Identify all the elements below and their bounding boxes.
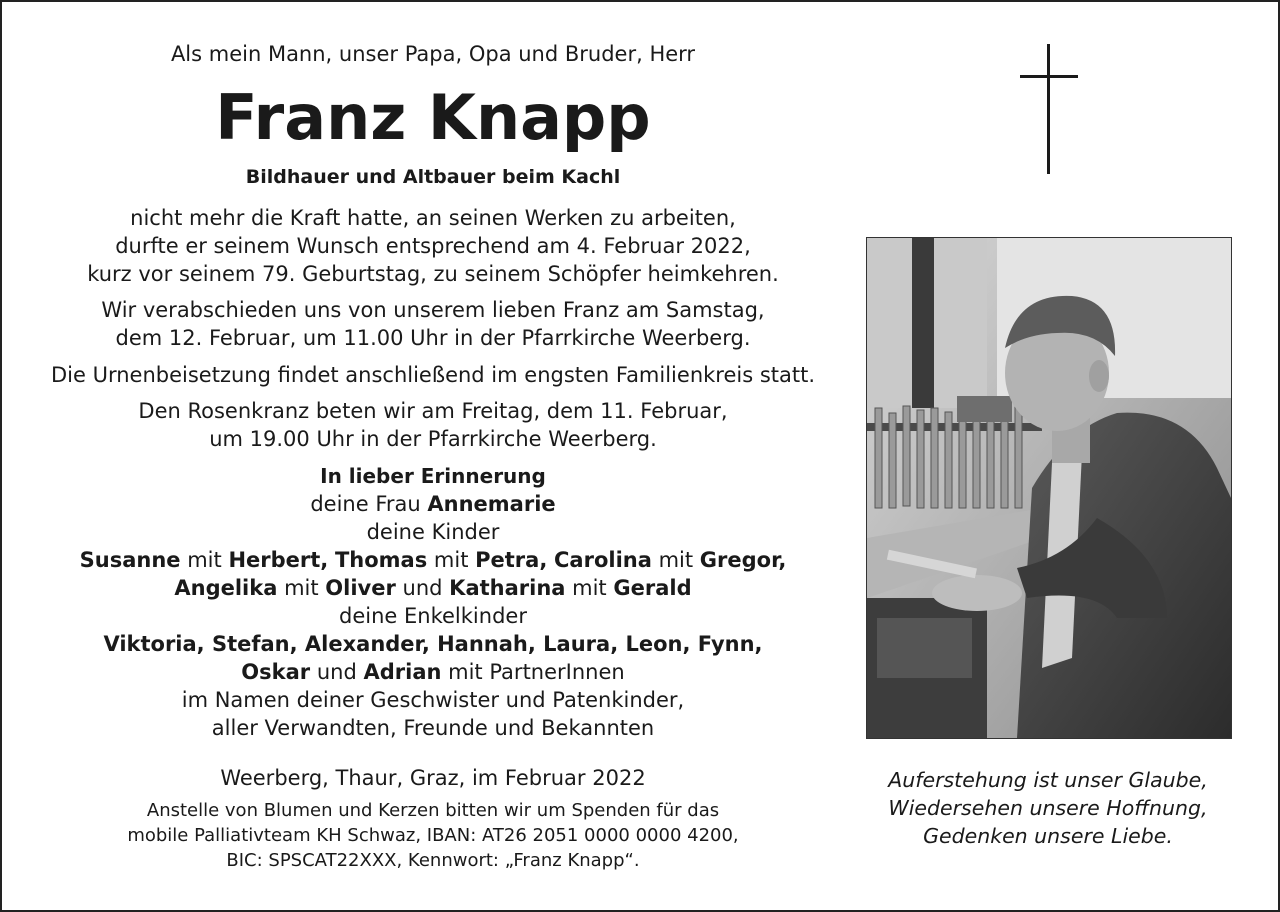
funeral-paragraph bbox=[30, 296, 836, 352]
deceased-occupation: Bildhauer und Altbauer beim Kachl bbox=[245, 166, 621, 188]
portrait-photo bbox=[866, 237, 1232, 739]
grandchildren-line-1: Viktoria, Stefan, Alexander, Hannah, Laura, Leon, Fynn, bbox=[103, 632, 763, 656]
children-label: deine Kinder bbox=[366, 520, 500, 544]
siblings-line: im Namen deiner Geschwister und Patenkinder, bbox=[181, 688, 685, 712]
motto bbox=[866, 766, 1230, 850]
connector: mit bbox=[187, 548, 222, 572]
donation-note bbox=[30, 798, 836, 873]
children-line-2 bbox=[30, 574, 836, 602]
deceased-name: Franz Knapp bbox=[215, 81, 651, 154]
intro-line: Als mein Mann, unser Papa, Opa und Bruder, Herr bbox=[170, 42, 696, 66]
connector: und bbox=[402, 576, 443, 600]
urn-paragraph bbox=[30, 361, 836, 389]
text-line: mobile Palliativteam KH Schwaz, IBAN: AT26 2051 0000 0000 4200, bbox=[127, 825, 739, 846]
text-line: dem 12. Februar, um 11.00 Uhr in der Pfarrkirche Weerberg. bbox=[115, 326, 751, 350]
child-name: Thomas bbox=[334, 548, 428, 572]
place-date bbox=[30, 764, 836, 792]
partner-name: Oliver bbox=[325, 576, 396, 600]
text-line: BIC: SPSCAT22XXX, Kennwort: „Franz Knapp“. bbox=[226, 850, 640, 871]
wife-name: Annemarie bbox=[427, 492, 556, 516]
passing-paragraph bbox=[30, 204, 836, 288]
partner-name: Gerald bbox=[613, 576, 692, 600]
text-line: nicht mehr die Kraft hatte, an seinen Werken zu arbeiten, bbox=[130, 206, 736, 230]
grandchild-name: Oskar bbox=[241, 660, 311, 684]
memory-heading: In lieber Erinnerung bbox=[320, 464, 546, 488]
text-line: Den Rosenkranz beten wir am Freitag, dem 11. Februar, bbox=[138, 399, 728, 423]
text-line: Wir verabschieden uns von unserem lieben Franz am Samstag, bbox=[101, 298, 765, 322]
connector: und bbox=[316, 660, 357, 684]
mourners-section bbox=[30, 462, 836, 742]
grandchild-name: Adrian bbox=[363, 660, 442, 684]
motto-line: Gedenken unsere Liebe. bbox=[923, 824, 1173, 848]
text-line: durfte er seinem Wunsch entsprechend am 4. Februar 2022, bbox=[115, 234, 751, 258]
partner-name: Herbert, bbox=[228, 548, 329, 572]
connector: mit bbox=[572, 576, 607, 600]
rosary-paragraph bbox=[30, 397, 836, 453]
connector: mit bbox=[433, 548, 469, 572]
child-name: Angelika bbox=[174, 576, 278, 600]
text-line: kurz vor seinem 79. Geburtstag, zu seinem Schöpfer heimkehren. bbox=[87, 262, 779, 286]
child-name: Susanne bbox=[79, 548, 181, 572]
partner-name: Petra, bbox=[475, 548, 548, 572]
place-date-text: Weerberg, Thaur, Graz, im Februar 2022 bbox=[220, 766, 646, 790]
partner-name: Gregor, bbox=[699, 548, 787, 572]
partners-suffix: mit PartnerInnen bbox=[448, 660, 625, 684]
grandchildren-line-2 bbox=[30, 658, 836, 686]
wife-line bbox=[30, 490, 836, 518]
child-name: Katharina bbox=[449, 576, 566, 600]
motto-line: Wiedersehen unsere Hoffnung, bbox=[888, 796, 1208, 820]
text-line: um 19.00 Uhr in der Pfarrkirche Weerberg. bbox=[209, 427, 657, 451]
grandchildren-label: deine Enkelkinder bbox=[339, 604, 527, 628]
cross-icon bbox=[1020, 44, 1078, 174]
text-line: Die Urnenbeisetzung findet anschließend im engsten Familienkreis statt. bbox=[50, 363, 816, 387]
motto-line: Auferstehung ist unser Glaube, bbox=[888, 768, 1208, 792]
children-line-1 bbox=[30, 546, 836, 574]
wife-prefix: deine Frau bbox=[310, 492, 421, 516]
text-line: Anstelle von Blumen und Kerzen bitten wir um Spenden für das bbox=[146, 800, 720, 821]
portrait-image bbox=[867, 238, 1231, 738]
connector: mit bbox=[658, 548, 694, 572]
relatives-line: aller Verwandten, Freunde und Bekannten bbox=[211, 716, 655, 740]
child-name: Carolina bbox=[554, 548, 652, 572]
connector: mit bbox=[284, 576, 319, 600]
